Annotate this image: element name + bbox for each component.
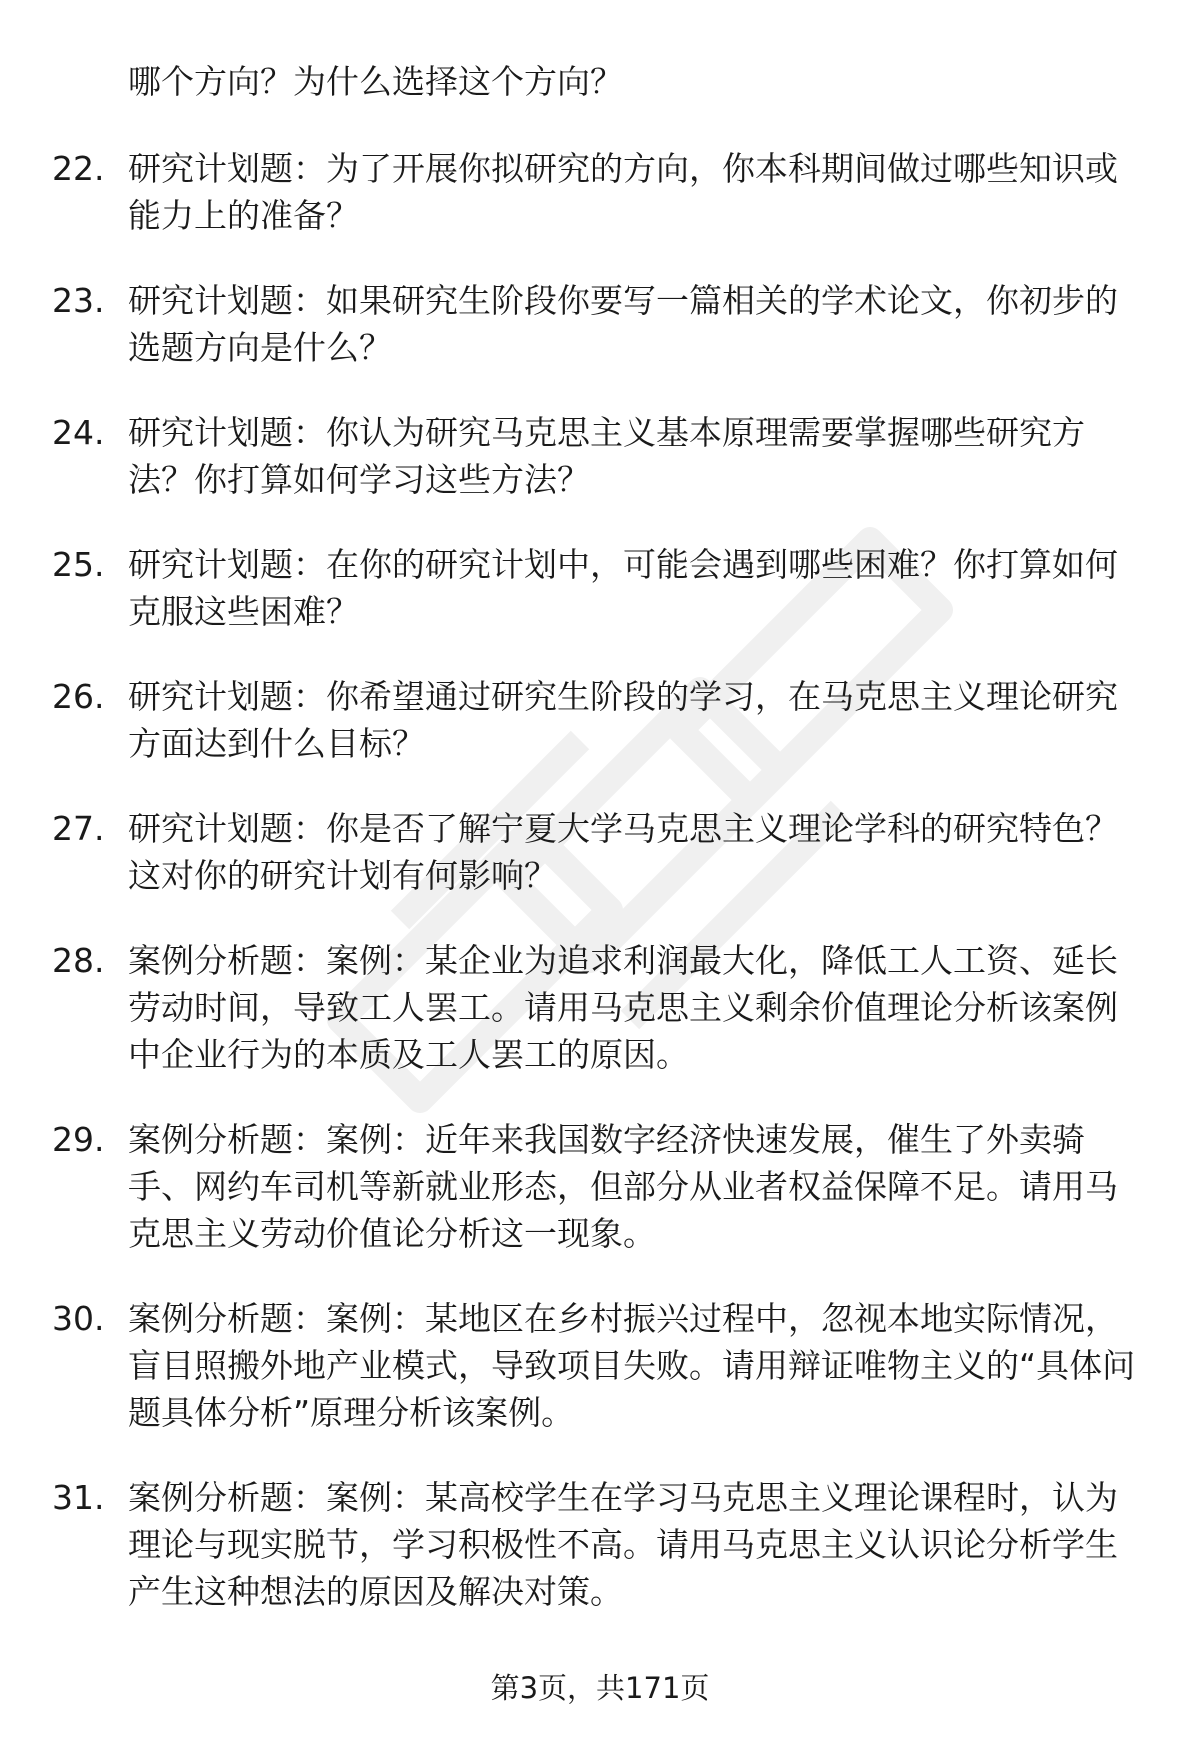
question-item <box>0 805 1200 899</box>
question-item <box>0 1116 1200 1257</box>
question-text: 研究计划题：你希望通过研究生阶段的学习，在马克思主义理论研究方面达到什么目标？ <box>128 677 1118 763</box>
question-text: 研究计划题：你是否了解宁夏大学马克思主义理论学科的研究特色？这对你的研究计划有何影响？ <box>128 809 1118 895</box>
question-item <box>0 145 1200 239</box>
question-item <box>0 1295 1200 1436</box>
question-item <box>0 541 1200 635</box>
question-text: 研究计划题：你认为研究马克思主义基本原理需要掌握哪些研究方法？你打算如何学习这些方法？ <box>128 413 1085 499</box>
question-item <box>0 1474 1200 1615</box>
question-number: 29. <box>52 1120 105 1159</box>
question-text: 案例分析题：案例：某地区在乡村振兴过程中，忽视本地实际情况，盲目照搬外地产业模式，导致项目失败。请用辩证唯物主义的“具体问题具体分析”原理分析该案例。 <box>128 1299 1136 1432</box>
question-item <box>0 409 1200 503</box>
page-footer: 第3页，共171页 <box>490 1671 710 1705</box>
question-number: 25. <box>52 545 105 584</box>
question-item <box>0 937 1200 1078</box>
question-list <box>0 145 1200 1653</box>
question-number: 22. <box>52 149 105 188</box>
question-text: 案例分析题：案例：近年来我国数字经济快速发展，催生了外卖骑手、网约车司机等新就业形态，但部分从业者权益保障不足。请用马克思主义劳动价值论分析这一现象。 <box>128 1120 1118 1253</box>
question-text: 研究计划题：如果研究生阶段你要写一篇相关的学术论文，你初步的选题方向是什么？ <box>128 281 1118 367</box>
question-item <box>0 277 1200 371</box>
question-text: 案例分析题：案例：某高校学生在学习马克思主义理论课程时，认为理论与现实脱节，学习积极性不高。请用马克思主义认识论分析学生产生这种想法的原因及解决对策。 <box>128 1478 1118 1611</box>
question-number: 28. <box>52 941 105 980</box>
continuation-text: 哪个方向？为什么选择这个方向？ <box>128 62 623 101</box>
question-number: 31. <box>52 1478 105 1517</box>
question-text: 案例分析题：案例：某企业为追求利润最大化，降低工人工资、延长劳动时间，导致工人罢工。请用马克思主义剩余价值理论分析该案例中企业行为的本质及工人罢工的原因。 <box>128 941 1118 1074</box>
question-number: 30. <box>52 1299 105 1338</box>
question-number: 24. <box>52 413 105 452</box>
question-number: 26. <box>52 677 105 716</box>
question-number: 23. <box>52 281 105 320</box>
question-text: 研究计划题：在你的研究计划中，可能会遇到哪些困难？你打算如何克服这些困难？ <box>128 545 1118 631</box>
question-number: 27. <box>52 809 105 848</box>
question-text: 研究计划题：为了开展你拟研究的方向，你本科期间做过哪些知识或能力上的准备？ <box>128 149 1118 235</box>
question-item <box>0 673 1200 767</box>
